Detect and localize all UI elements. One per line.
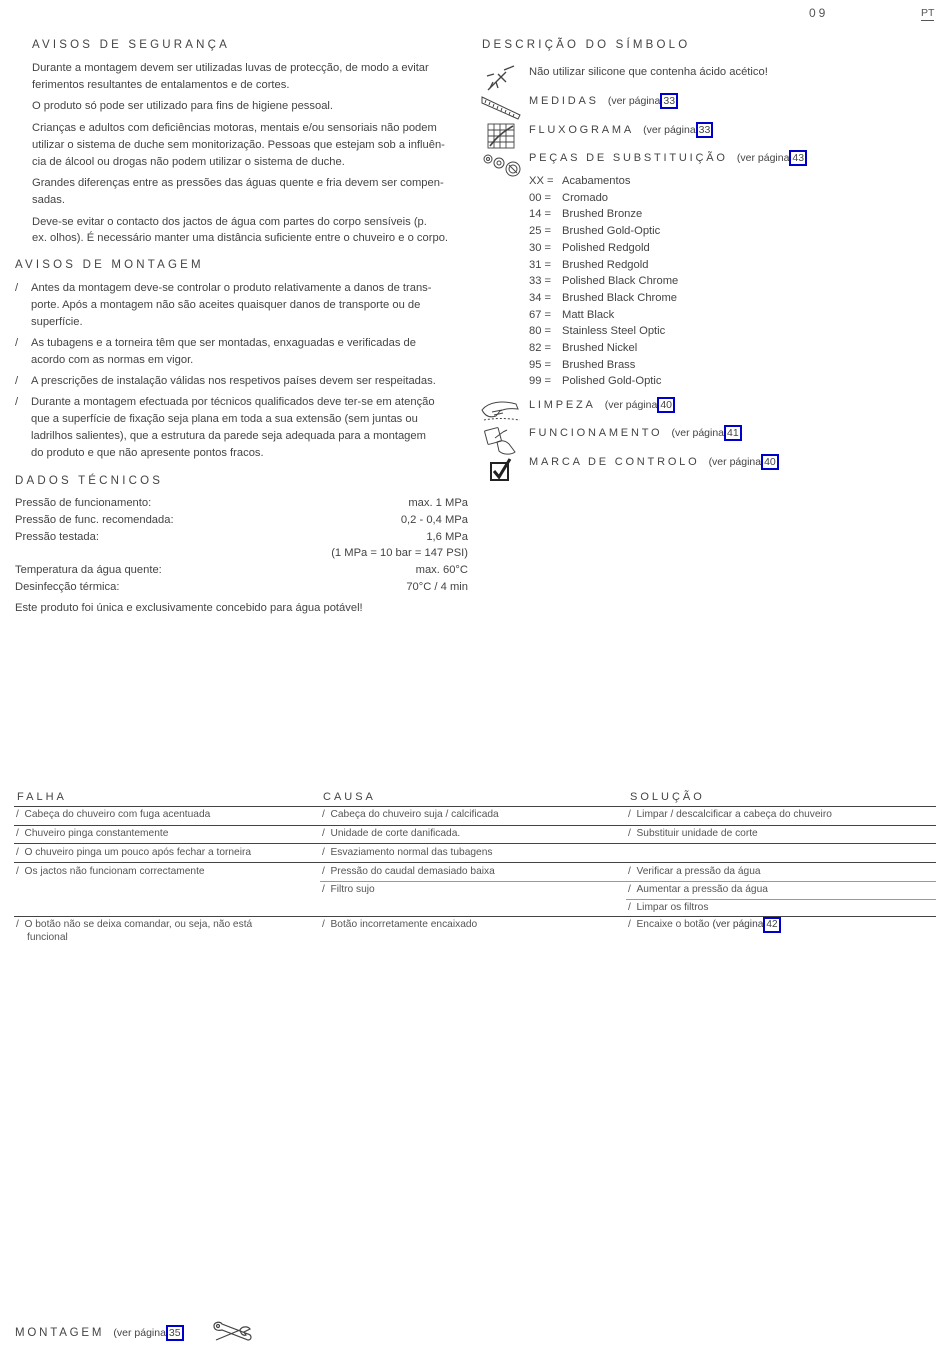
list-item: 82 = Brushed Nickel [529,342,638,355]
fluxograma-row[interactable] [529,122,713,138]
pecas-label: PEÇAS DE SUBSTITUIÇÃO [529,152,728,164]
safety-paragraph: Deve-se evitar o contacto dos jactos de água com partes do corpo sensíveis (p. ex. olhos). É necessário manter uma distância suficiente entre o chuveiro e o corpo. [32,215,449,245]
checkbox-check-icon [489,457,513,483]
list-item: XX = Acabamentos [529,175,631,187]
pecas-row[interactable] [529,150,807,166]
tech-note: Este produto foi única e exclusivamente concebido para água potável! [15,601,363,614]
tech-row: (1 MPa = 10 bar = 147 PSI) [331,547,468,560]
list-item: 25 = Brushed Gold-Optic [529,225,661,238]
table-cell: / Filtro sujo [322,884,375,895]
fluxograma-ref: (ver página [643,124,696,136]
funcionamento-label: FUNCIONAMENTO [529,427,663,439]
medidas-ref: (ver página [607,95,661,107]
limpeza-page-link[interactable]: 40 [657,397,675,413]
table-cell: / O chuveiro pinga um pouco após fechar a torneira [16,847,252,858]
table-cell: / Limpar / descalcificar a cabeça do chuveiro [628,809,832,820]
marca-row[interactable] [529,454,779,470]
fluxograma-label: FLUXOGRAMA [529,124,635,136]
list-item: / Durante a montagem efectuada por técnicos qualificados deve ter-se em atenção que a superfície de fixação seja plana em toda a sua extensão (sem juntas ou ladrilhos salientes), que a estrutura da parede seja adequada para a montagem do produto e que não apresente pontos fracos. [15,396,435,459]
limpeza-ref: (ver página [604,399,658,411]
tech-table [15,495,468,617]
table-cell: / Verificar a pressão da água [628,866,761,877]
list-item: 33 = Polished Black Chrome [529,275,679,288]
montagem-ref: (ver página [113,1327,166,1339]
tech-row: Temperatura da água quente: max. 60°C [15,564,468,577]
header-falha: FALHA [17,791,67,803]
table-cell: / Botão incorretamente encaixado [322,919,478,930]
safety-title: AVISOS DE SEGURANÇA [32,39,230,51]
safety-paragraph: Durante a montagem devem ser utilizadas luvas de protecção, de modo a evitar ferimentos resultantes de entalamentos e de cortes. [32,62,429,91]
table-cell: / Encaixe o botão (ver página 42 [628,917,781,933]
medidas-page-link[interactable]: 33 [660,93,678,109]
list-item: 67 = Matt Black [529,308,615,321]
montagem-page-link[interactable]: 35 [166,1325,184,1341]
pecas-ref: (ver página [736,152,790,164]
safety-paragraph: Crianças e adultos com deficiências motoras, mentais e/ou sensoriais não podem utilizar o sistema de duche sem monitorização. Pessoas que estejam sob a influên- cia de álcool ou drogas não podem utilizar o sistema de duche. [32,121,445,168]
list-item: / As tubagens e a torneira têm que ser montadas, enxaguadas e verificadas de acordo com as normas em vigor. [15,336,416,366]
table-cell: / Cabeça do chuveiro suja / calcificada [322,809,499,820]
marca-ref: (ver página [708,456,762,468]
tech-row: Pressão de func. recomendada: 0,2 - 0,4 MPa [15,513,468,526]
silicone-gun-icon [484,64,516,92]
montagem-label: MONTAGEM [15,1327,105,1339]
table-rule [14,825,936,826]
silicone-text: Não utilizar silicone que contenha ácido acético! [529,66,768,78]
s5-ref: (ver página [712,919,764,930]
table-cell: / Chuveiro pinga constantemente [16,828,169,839]
table-cell: / Os jactos não funcionam correctamente [16,866,205,877]
list-item: 34 = Brushed Black Chrome [529,291,678,304]
fluxograma-page-link[interactable]: 33 [696,122,714,138]
language-tag: PT [921,7,935,19]
symbols-title: DESCRIÇÃO DO SÍMBOLO [482,39,691,51]
table-cell: / Pressão do caudal demasiado baixa [322,866,495,877]
table-rule [14,862,936,863]
table-cell: / Limpar os filtros [628,902,709,913]
page-number: 09 [809,6,829,20]
tech-title: DADOS TÉCNICOS [15,475,164,487]
safety-text [32,60,472,252]
s5-page-link[interactable]: 42 [763,917,780,933]
list-item: 80 = Stainless Steel Optic [529,325,666,338]
table-rule [626,899,936,900]
flow-chart-icon [487,123,515,149]
table-rule [320,881,936,882]
table-rule [14,843,936,844]
table-cell: funcional [27,932,68,943]
list-item: 95 = Brushed Brass [529,358,636,371]
table-cell: / O botão não se deixa comandar, ou seja, não está [16,919,253,930]
header-solucao: SOLUÇÃO [630,791,705,803]
marca-label: MARCA DE CONTROLO [529,456,700,468]
list-item: 31 = Brushed Redgold [529,258,649,271]
montagem-row[interactable] [15,1325,184,1341]
cleaning-hand-icon [480,396,522,424]
tech-row: Pressão testada: 1,6 MPa [15,530,468,543]
assembly-list [15,280,475,466]
list-item: / A prescrições de instalação válidas nos respetivos países devem ser respeitadas. [15,374,436,387]
table-cell: / Unidade de corte danificada. [322,828,461,839]
medidas-label: MEDIDAS [529,95,599,107]
assembly-title: AVISOS DE MONTAGEM [15,259,204,271]
wrench-tools-icon [210,1320,254,1346]
pecas-page-link[interactable]: 43 [789,150,807,166]
table-rule [14,806,936,807]
finishes-list [529,173,678,390]
table-cell: / Cabeça do chuveiro com fuga acentuada [16,809,211,820]
table-rule [14,916,936,917]
funcionamento-ref: (ver página [671,427,725,439]
safety-paragraph: Grandes diferenças entre as pressões das águas quente e fria devem ser compen- sadas. [32,177,444,206]
limpeza-label: LIMPEZA [529,399,596,411]
list-item: 99 = Polished Gold-Optic [529,375,662,388]
spare-parts-icon [482,151,522,179]
list-item: / Antes da montagem deve-se controlar o produto relativamente a danos de trans- porte. Após a montagem não são aceites quaisquer danos de transporte ou de superfície. [15,282,432,328]
ruler-icon [480,93,522,121]
list-item: 14 = Brushed Bronze [529,208,643,221]
list-item: 30 = Polished Redgold [529,241,650,254]
table-cell: / Substituir unidade de corte [628,828,758,839]
limpeza-row[interactable] [529,397,675,413]
table-cell: / Esvaziamento normal das tubagens [322,847,493,858]
header-causa: CAUSA [323,791,376,803]
funcionamento-row[interactable] [529,425,742,441]
tech-row: Pressão de funcionamento: max. 1 MPa [15,497,468,509]
funcionamento-page-link[interactable]: 41 [724,425,742,441]
tech-row: Desinfecção térmica: 70°C / 4 min [15,580,468,593]
marca-page-link[interactable]: 40 [761,454,779,470]
safety-paragraph: O produto só pode ser utilizado para fins de higiene pessoal. [32,100,334,113]
medidas-row[interactable] [529,93,678,109]
table-cell: / Aumentar a pressão da água [628,884,768,895]
operation-hand-icon [483,426,519,456]
list-item: 00 = Cromado [529,191,609,204]
